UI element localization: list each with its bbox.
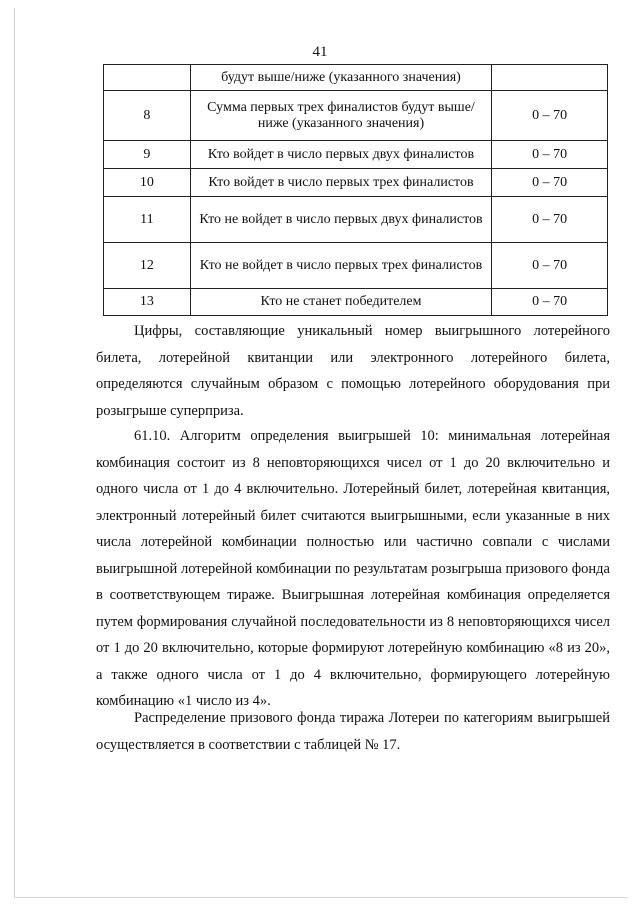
paragraph-superprize bbox=[96, 318, 610, 424]
row-range: 0 – 70 bbox=[492, 141, 608, 169]
paragraph-text: Распределение призового фонда тиража Лотереи по категориям выигрышей осуществляется в соответствии с таблицей № 17. bbox=[96, 710, 610, 753]
row-range: 0 – 70 bbox=[492, 91, 608, 141]
paragraph-text: 61.10. Алгоритм определения выигрышей 10: минимальная лотерейная комбинация состоит из 8 неповторяющихся чисел от 1 до 20 включительно и одного числа от 1 до 4 включительно. Лотерейный билет, лотерейная квитанция, электронный лотерейный билет считаются выигрышными, если указанные в них числа лотерейной комбинации полностью или частично совпали с числами выигрышной лотерейной комбинации по результатам розыгрыша призового фонда в соответствующем тираже. Выигрышная лотерейная комбинация определяется путем формирования случайной последовательности из 8 неповторяющихся чисел от 1 до 20 включительно, которые формируют лотерейную комбинацию «8 из 20», а также одного числа от 1 до 4 включительно, формирующего лотерейную комбинацию «1 число из 4». bbox=[96, 428, 610, 709]
row-number: 12 bbox=[104, 243, 191, 289]
row-number: 10 bbox=[104, 169, 191, 197]
outcomes-table bbox=[103, 64, 608, 316]
row-range: 0 – 70 bbox=[492, 243, 608, 289]
table-row bbox=[104, 65, 608, 91]
page-number: 41 bbox=[312, 44, 328, 60]
table-row bbox=[104, 289, 608, 316]
table-row bbox=[104, 197, 608, 243]
table-row bbox=[104, 91, 608, 141]
row-description: Кто войдет в число первых трех финалистов bbox=[190, 169, 491, 197]
row-range: 0 – 70 bbox=[492, 197, 608, 243]
paragraph-distribution bbox=[96, 705, 610, 758]
row-range: 0 – 70 bbox=[492, 289, 608, 316]
row-description: будут выше/ниже (указанного значения) bbox=[190, 65, 491, 91]
paragraph-algorithm-10 bbox=[96, 423, 610, 715]
row-range bbox=[492, 65, 608, 91]
table-row bbox=[104, 141, 608, 169]
row-number: 13 bbox=[104, 289, 191, 316]
row-description: Кто не войдет в число первых двух финалистов bbox=[190, 197, 491, 243]
row-number bbox=[104, 65, 191, 91]
table-row bbox=[104, 169, 608, 197]
row-description: Кто не станет победителем bbox=[190, 289, 491, 316]
row-description: Кто не войдет в число первых трех финалистов bbox=[190, 243, 491, 289]
row-number: 11 bbox=[104, 197, 191, 243]
row-number: 8 bbox=[104, 91, 191, 141]
row-description: Кто войдет в число первых двух финалистов bbox=[190, 141, 491, 169]
row-number: 9 bbox=[104, 141, 191, 169]
paragraph-text: Цифры, составляющие уникальный номер выигрышного лотерейного билета, лотерейной квитанции или электронного лотерейного билета, определяются случайным образом с помощью лотерейного оборудования при розыгрыше суперприза. bbox=[96, 323, 610, 419]
table-row bbox=[104, 243, 608, 289]
row-description: Сумма первых трех финалистов будут выше/ниже (указанного значения) bbox=[190, 91, 491, 141]
row-range: 0 – 70 bbox=[492, 169, 608, 197]
